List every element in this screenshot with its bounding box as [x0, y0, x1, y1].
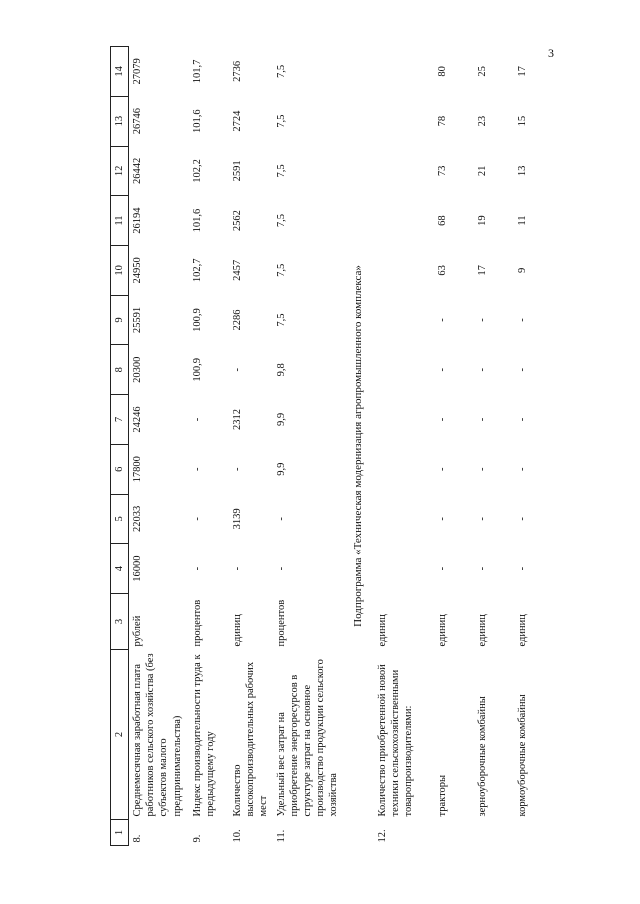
value-cell: -	[192, 517, 204, 521]
value-cell: -	[192, 417, 204, 422]
row-number	[474, 820, 514, 846]
value-cell: 21	[476, 165, 488, 177]
value-cell: -	[476, 566, 488, 571]
value-cell: 9,9	[275, 412, 287, 427]
value-cell	[374, 96, 434, 146]
value-cell: 25591	[132, 306, 144, 334]
value-cell: 2286	[232, 309, 244, 331]
value-cell: 9,8	[275, 363, 287, 377]
value-cell: 100,9	[192, 357, 204, 382]
value-cell	[374, 196, 434, 246]
table-row	[129, 47, 190, 846]
value-cell: -	[232, 566, 244, 571]
value-cell: 7,5	[275, 114, 287, 128]
value-cell: 17800	[132, 456, 144, 483]
value-cell: 101,6	[192, 208, 204, 233]
value-cell: 2312	[232, 408, 244, 430]
value-cell: 100,9	[192, 308, 204, 332]
value-cell: 15	[516, 115, 528, 127]
value-cell: 63	[436, 265, 448, 276]
section-title: Подпрограмма «Техническая модернизация агропромышленного комплекса»	[352, 265, 365, 627]
unit-cell: процентов	[275, 599, 287, 647]
value-cell: 7,5	[275, 263, 287, 277]
table-row	[514, 47, 554, 846]
section-row	[342, 47, 374, 846]
value-cell: 7,5	[275, 164, 287, 178]
value-cell: -	[476, 318, 488, 322]
table-header-row	[111, 47, 129, 846]
value-cell: 73	[436, 165, 448, 177]
value-cell	[374, 146, 434, 196]
unit-cell: процентов	[192, 599, 204, 647]
value-cell: -	[436, 566, 448, 571]
indicator-name: Количество приобретенной новой техники сельскохозяйственными товаропроизводителями:	[376, 664, 415, 817]
value-cell: 7,5	[275, 313, 287, 327]
table-row	[273, 47, 343, 846]
row-number: 12.	[376, 829, 388, 843]
column-header: 8	[111, 345, 129, 395]
value-cell: 2724	[232, 110, 244, 132]
row-number: 10.	[232, 829, 244, 843]
value-cell: 17	[476, 265, 488, 276]
value-cell	[374, 245, 434, 295]
unit-cell: единиц	[476, 614, 488, 647]
column-header: 6	[111, 444, 129, 494]
indicator-name: Количество высокопроизводительных рабочих мест	[232, 661, 270, 817]
value-cell: -	[476, 467, 488, 471]
value-cell: -	[516, 467, 528, 471]
row-number	[434, 820, 474, 846]
table-body-main	[129, 47, 343, 846]
value-cell	[374, 47, 434, 97]
unit-cell: единиц	[516, 614, 528, 647]
value-cell: 2591	[232, 160, 244, 182]
indicators-table	[110, 46, 554, 846]
value-cell: 19	[476, 215, 488, 226]
value-cell: 20300	[132, 356, 144, 383]
table-row	[229, 47, 272, 846]
value-cell: 23	[476, 115, 488, 127]
value-cell: -	[192, 467, 204, 471]
value-cell: -	[275, 566, 287, 571]
value-cell	[374, 444, 434, 494]
value-cell: 7,5	[275, 64, 287, 78]
value-cell: 9	[516, 267, 528, 273]
column-header: 12	[111, 146, 129, 196]
indicator-name: тракторы	[436, 774, 448, 817]
value-cell: 101,7	[192, 59, 204, 84]
indicator-name: Индекс производительности труда к предыдущему году	[192, 654, 217, 817]
value-cell: -	[516, 417, 528, 422]
column-header: 13	[111, 96, 129, 146]
table-row	[474, 47, 514, 846]
value-cell: -	[476, 517, 488, 521]
indicator-name: Среднемесячная заработная плата работников сельского хозяйства (без субъектов малого предпринимательства)	[132, 653, 183, 817]
value-cell: 22033	[132, 505, 144, 533]
row-number: 11.	[275, 829, 287, 843]
indicator-name: кормоуборочные комбайны	[516, 694, 528, 817]
column-header: 10	[111, 245, 129, 295]
table-body-subprogram	[374, 47, 554, 846]
column-header: 7	[111, 395, 129, 445]
table-section	[342, 47, 374, 846]
unit-cell: рублей	[132, 615, 144, 647]
row-number	[514, 820, 554, 846]
value-cell: 2457	[232, 259, 244, 281]
table-row	[374, 47, 434, 846]
value-cell: -	[275, 517, 287, 521]
value-cell	[374, 544, 434, 594]
table-row	[434, 47, 474, 846]
value-cell: -	[516, 368, 528, 372]
value-cell: 3139	[232, 508, 244, 530]
column-header: 14	[111, 47, 129, 97]
value-cell: 26442	[132, 157, 144, 185]
value-cell: 102,7	[192, 258, 204, 283]
value-cell: 16000	[132, 555, 144, 582]
value-cell: -	[516, 318, 528, 322]
value-cell: -	[232, 467, 244, 471]
value-cell	[374, 345, 434, 395]
indicator-name: зерноуборочные комбайны	[476, 696, 488, 817]
value-cell: -	[436, 318, 448, 322]
value-cell	[374, 494, 434, 544]
value-cell: 7,5	[275, 214, 287, 228]
value-cell: 26746	[132, 108, 144, 135]
value-cell: -	[476, 417, 488, 422]
column-header: 4	[111, 544, 129, 594]
table-row	[189, 47, 229, 846]
column-header: 11	[111, 196, 129, 246]
value-cell: 68	[436, 215, 448, 226]
value-cell: 24246	[132, 406, 144, 433]
value-cell: -	[192, 566, 204, 571]
unit-cell: единиц	[436, 614, 448, 647]
column-header: 5	[111, 494, 129, 544]
column-header: 1	[111, 820, 129, 846]
value-cell: 26194	[132, 207, 144, 234]
value-cell: 102,2	[192, 159, 204, 183]
value-cell: -	[516, 566, 528, 571]
value-cell	[374, 295, 434, 345]
unit-cell: единиц	[376, 614, 388, 647]
value-cell: 11	[516, 215, 528, 226]
value-cell: 25	[476, 66, 488, 77]
value-cell: 17	[516, 66, 528, 77]
rotated-table-sheet	[110, 46, 590, 846]
value-cell: 101,6	[192, 109, 204, 133]
value-cell: 78	[436, 115, 448, 127]
value-cell: -	[436, 467, 448, 471]
value-cell: -	[232, 368, 244, 372]
column-header: 3	[111, 594, 129, 650]
value-cell: 13	[516, 165, 528, 177]
row-number: 8.	[132, 834, 144, 843]
value-cell: 24950	[132, 257, 144, 284]
column-header: 2	[111, 650, 129, 820]
value-cell: 27079	[132, 58, 144, 85]
value-cell: 2562	[232, 210, 244, 232]
value-cell: -	[516, 517, 528, 521]
value-cell: 80	[436, 66, 448, 77]
value-cell: 9,9	[275, 462, 287, 476]
unit-cell: единиц	[232, 614, 244, 647]
value-cell: -	[436, 417, 448, 422]
value-cell: -	[476, 368, 488, 372]
page-number: 3	[548, 46, 554, 60]
row-number: 9.	[192, 834, 204, 843]
value-cell: -	[436, 368, 448, 372]
column-header: 9	[111, 295, 129, 345]
value-cell: -	[436, 517, 448, 521]
value-cell: 2736	[232, 60, 244, 82]
value-cell	[374, 395, 434, 445]
indicator-name: Удельный вес затрат на приобретение энергоресурсов в структуре затрат на основное производство продукции сельского хозяйства	[275, 659, 339, 817]
